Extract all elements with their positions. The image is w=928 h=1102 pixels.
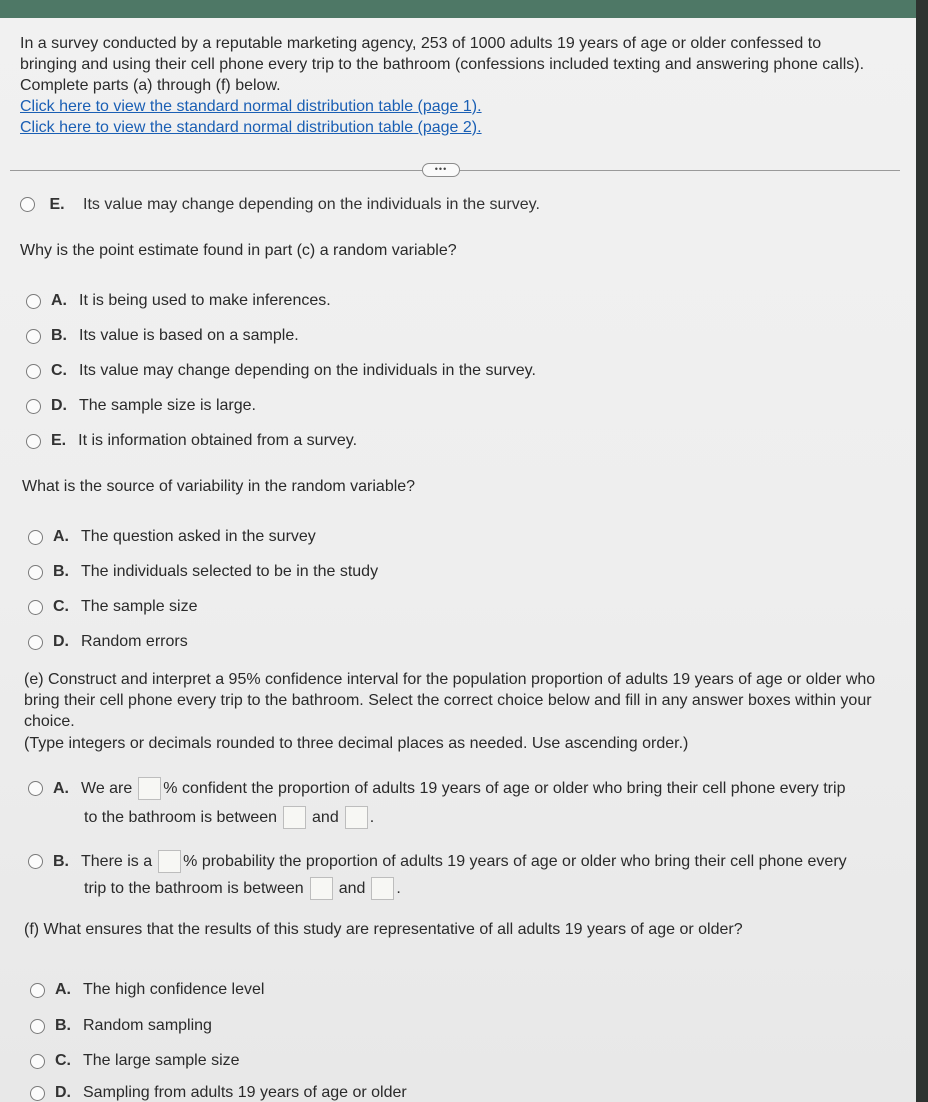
option-text: Sampling from adults 19 years of age or older [83, 1084, 407, 1101]
option-text: Random errors [81, 633, 188, 650]
radio-button[interactable] [30, 1019, 45, 1034]
option-letter: D. [53, 633, 69, 650]
option-a-pre: We are [81, 779, 133, 797]
radio-button[interactable] [28, 635, 43, 650]
lower-bound-input[interactable] [283, 806, 306, 829]
lower-bound-input[interactable] [310, 877, 333, 900]
random-option-d[interactable] [26, 397, 256, 415]
upper-bound-input[interactable] [371, 877, 394, 900]
option-letter: B. [53, 852, 69, 870]
normal-table-link-page-1[interactable]: Click here to view the standard normal distribution table (page 1). [20, 98, 482, 115]
option-b-line2: trip to the bathroom is between [84, 879, 304, 897]
radio-button[interactable] [26, 329, 41, 344]
option-text: The high confidence level [83, 981, 265, 998]
random-option-b[interactable] [26, 327, 299, 345]
representative-option-b[interactable] [30, 1017, 212, 1035]
option-letter: C. [55, 1052, 71, 1069]
screen-edge [916, 0, 928, 1102]
radio-button[interactable] [28, 600, 43, 615]
intro-text: In a survey conducted by a reputable marketing agency, 253 of 1000 adults 19 years of age or older confessed to bringing and using their cell phone every trip to the bathroom (confessions included texting and answering phone calls). Complete parts (a) through (f) below. [20, 35, 865, 94]
random-option-a[interactable] [26, 292, 331, 310]
radio-button[interactable] [28, 854, 43, 869]
and-text: and [338, 879, 366, 897]
option-letter: D. [51, 397, 67, 414]
window-top-bar [0, 0, 928, 18]
problem-statement [20, 33, 880, 138]
option-letter: A. [53, 528, 69, 545]
option-text: It is information obtained from a survey. [78, 432, 358, 449]
ci-option-b[interactable] [28, 850, 847, 873]
radio-button[interactable] [28, 565, 43, 580]
option-letter: A. [53, 779, 69, 797]
period-text: . [396, 879, 401, 897]
probability-input[interactable] [158, 850, 181, 873]
option-letter: E. [51, 432, 67, 449]
option-letter: A. [55, 981, 71, 998]
ci-option-a-line2 [84, 806, 374, 829]
part-f-question: (f) What ensures that the results of this study are representative of all adults 19 years of age or older? [24, 921, 743, 938]
option-letter: B. [53, 563, 69, 580]
option-text: It is being used to make inferences. [79, 292, 331, 309]
radio-button[interactable] [30, 1054, 45, 1069]
option-a-line2: to the bathroom is between [84, 808, 278, 826]
option-text: Its value may change depending on the individuals in the survey. [83, 196, 540, 213]
upper-bound-input[interactable] [345, 806, 368, 829]
option-text: Its value is based on a sample. [79, 327, 299, 344]
ci-option-a[interactable] [28, 777, 845, 800]
question-page [0, 18, 916, 1102]
radio-button[interactable] [26, 399, 41, 414]
random-option-e[interactable] [26, 432, 357, 450]
expand-more-button[interactable]: ••• [422, 163, 460, 177]
option-letter: C. [53, 598, 69, 615]
ci-option-b-line2 [84, 877, 401, 900]
normal-table-link-page-2[interactable]: Click here to view the standard normal distribution table (page 2). [20, 119, 482, 136]
option-text: The sample size [81, 598, 198, 615]
option-b-mid: % probability the proportion of adults 19 years of age or older who bring their cell phone every [183, 852, 847, 870]
question-random-variable: Why is the point estimate found in part (c) a random variable? [20, 242, 457, 259]
radio-button [20, 197, 35, 212]
radio-button[interactable] [28, 781, 43, 796]
radio-button[interactable] [30, 1086, 45, 1101]
representative-option-d[interactable] [30, 1084, 407, 1102]
option-text: The question asked in the survey [81, 528, 316, 545]
option-text: The individuals selected to be in the study [81, 563, 379, 580]
radio-button[interactable] [30, 983, 45, 998]
part-e-instruction: (Type integers or decimals rounded to three decimal places as needed. Use ascending order.) [24, 735, 689, 752]
option-b-pre: There is a [81, 852, 153, 870]
radio-button[interactable] [26, 294, 41, 309]
confidence-level-input[interactable] [138, 777, 161, 800]
random-option-c[interactable] [26, 362, 536, 380]
option-letter: D. [55, 1084, 71, 1101]
option-letter: B. [55, 1017, 71, 1034]
source-option-c[interactable] [28, 598, 198, 616]
source-option-d[interactable] [28, 633, 188, 651]
option-letter: B. [51, 327, 67, 344]
radio-button[interactable] [28, 530, 43, 545]
radio-button[interactable] [26, 434, 41, 449]
option-text: Random sampling [83, 1017, 212, 1034]
part-e-prompt: (e) Construct and interpret a 95% confidence interval for the population proportion of adults 19 years of age or older who bring their cell phone every trip to the bathroom. Select the correct choice below and fill in any answer boxes within your choice. [24, 671, 876, 730]
option-letter: C. [51, 362, 67, 379]
option-text: The sample size is large. [79, 397, 256, 414]
option-text: Its value may change depending on the individuals in the survey. [79, 362, 536, 379]
period-text: . [369, 808, 375, 826]
option-text: The large sample size [83, 1052, 240, 1069]
source-option-b[interactable] [28, 563, 378, 581]
representative-option-a[interactable] [30, 981, 264, 999]
and-text: and [312, 808, 339, 826]
previous-answer-fragment [20, 196, 540, 214]
option-a-mid: % confident the proportion of adults 19 years of age or older who bring their cell phone every trip [163, 779, 846, 797]
source-option-a[interactable] [28, 528, 316, 546]
representative-option-c[interactable] [30, 1052, 240, 1070]
question-source-variability: What is the source of variability in the random variable? [22, 478, 416, 495]
option-letter: A. [51, 292, 67, 309]
radio-button[interactable] [26, 364, 41, 379]
option-letter: E. [49, 196, 65, 213]
